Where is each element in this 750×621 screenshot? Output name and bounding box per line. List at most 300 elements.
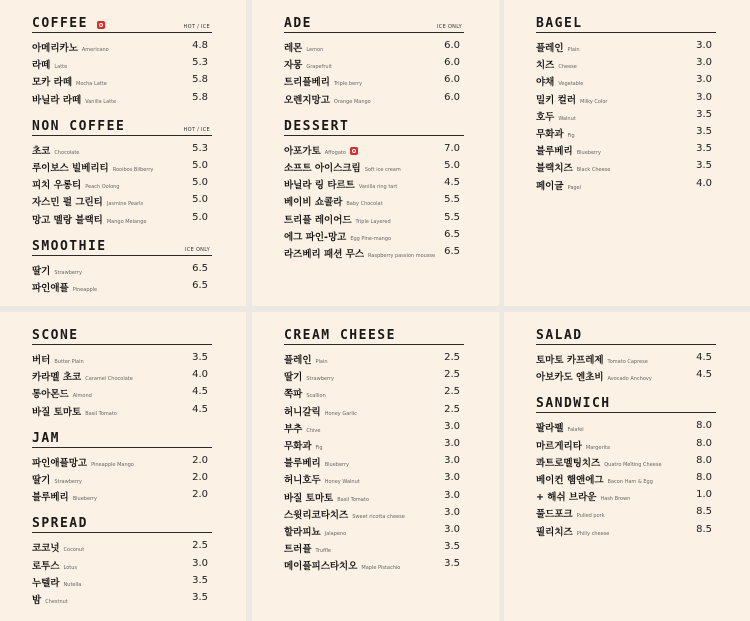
item-price: 2.0 — [192, 471, 208, 483]
item-name-en: Vegetable — [558, 81, 584, 88]
menu-panel — [504, 0, 750, 306]
item-name-ko: 로투스 — [32, 560, 60, 572]
menu-section-sandwich — [536, 394, 716, 537]
item-name-ko: 바닐라 링 타르트 — [284, 180, 355, 192]
item-price: 6.0 — [444, 57, 460, 69]
menu-item — [284, 383, 464, 400]
menu-item — [284, 209, 464, 226]
item-name-ko: 메이플피스타치오 — [284, 561, 358, 573]
item-price: 3.0 — [444, 506, 460, 518]
menu-item — [32, 452, 212, 469]
menu-item — [284, 401, 464, 418]
item-name-ko: 베이비 쇼콜라 — [284, 197, 343, 209]
item-name-ko: 레몬 — [284, 43, 303, 54]
menu-item — [284, 54, 464, 71]
item-price: 6.0 — [444, 91, 460, 103]
section-title: NON COFFEE — [32, 118, 126, 134]
item-price: 4.5 — [696, 369, 712, 381]
section-title: CREAM CHEESE — [284, 328, 396, 343]
item-name-en: Scallion — [306, 393, 326, 400]
item-name-en: Chocolate — [54, 149, 80, 156]
section-title: ADE — [284, 16, 312, 31]
item-name-en: Truffle — [315, 548, 331, 555]
menu-item — [536, 452, 716, 469]
item-name-ko: 소프트 아이스크림 — [284, 162, 361, 174]
item-name-ko: 딸기 — [32, 474, 51, 486]
item-name-ko: 치즈 — [536, 60, 555, 72]
item-price: 8.5 — [696, 506, 712, 518]
section-tag: HOT / ICE — [183, 24, 210, 30]
item-name-en: Fig — [315, 444, 323, 451]
item-price: 7.0 — [444, 142, 460, 154]
item-name-ko: + 해쉬 브라운 — [536, 492, 597, 504]
item-price: 3.5 — [696, 125, 712, 137]
menu-item — [284, 487, 464, 504]
section-header — [536, 394, 716, 413]
item-name-en: Latte — [54, 64, 68, 71]
item-name-ko: 호두 — [536, 111, 555, 123]
item-name-ko: 바질 토마토 — [284, 492, 334, 504]
menu-section-scone — [32, 326, 212, 418]
menu-item — [284, 555, 464, 572]
item-name-en: Tomato Caprese — [607, 359, 648, 365]
item-price: 3.5 — [444, 558, 460, 570]
item-name-en: Fig — [567, 132, 575, 139]
item-price: 2.5 — [444, 403, 460, 415]
menu-item — [32, 555, 212, 572]
item-name-en: Pineapple Mango — [91, 461, 134, 468]
item-name-ko: 필리치즈 — [536, 526, 573, 538]
item-name-ko: 트리플베리 — [284, 77, 330, 89]
menu-item — [536, 37, 716, 54]
item-name-ko: 할라피뇨 — [284, 526, 321, 538]
item-name-ko: 통아몬드 — [32, 389, 69, 401]
item-name-ko: 야채 — [536, 77, 555, 89]
item-name-en: Quatro Melting Cheese — [604, 461, 662, 468]
item-price: 8.0 — [696, 471, 712, 483]
section-tag: ICE ONLY — [185, 246, 210, 253]
item-name-ko: 카라멜 초코 — [32, 372, 82, 384]
item-name-ko: 라즈베리 패션 무스 — [284, 248, 365, 260]
section-header — [284, 14, 464, 33]
item-price: 5.5 — [444, 211, 460, 223]
item-name-en: Jalapeno — [324, 530, 347, 537]
menu-item — [32, 383, 212, 400]
item-price: 3.0 — [444, 420, 460, 432]
section-header — [536, 14, 716, 33]
section-header — [536, 326, 716, 345]
menu-section-ade — [284, 14, 464, 106]
menu-item — [536, 435, 716, 452]
menu-item — [32, 191, 212, 208]
item-name-en: Mango Melange — [106, 218, 147, 225]
item-name-ko: 아메리카노 — [32, 43, 78, 54]
section-header — [32, 514, 212, 533]
item-price: 4.0 — [192, 369, 208, 381]
menu-item — [536, 123, 716, 140]
menu-item — [32, 37, 212, 54]
item-name-ko: 바질 토마토 — [32, 406, 82, 418]
menu-section-cream-cheese — [284, 326, 464, 572]
menu-item — [284, 538, 464, 555]
item-name-en: Orange Mango — [333, 98, 371, 105]
item-name-ko: 밀키 컬러 — [536, 94, 577, 106]
menu-item — [32, 174, 212, 191]
item-price: 4.5 — [192, 403, 208, 415]
item-name-en: Margerita — [585, 444, 610, 451]
menu-item — [284, 435, 464, 452]
item-name-ko: 밤 — [32, 594, 42, 606]
item-name-ko: 부추 — [284, 423, 303, 435]
item-name-en: Philly cheese — [576, 530, 610, 537]
item-price: 3.5 — [192, 574, 208, 586]
illy-logo-icon — [350, 147, 358, 155]
menu-item — [32, 89, 212, 106]
menu-section-coffee — [32, 14, 212, 106]
menu-item — [536, 503, 716, 520]
item-price: 6.5 — [444, 228, 460, 240]
item-name-en: Mocha Latte — [76, 81, 107, 88]
section-header — [32, 429, 212, 448]
section-title: BAGEL — [536, 16, 583, 31]
menu-item — [32, 140, 212, 157]
section-title: JAM — [32, 430, 60, 446]
item-name-en: Pagel — [567, 184, 582, 191]
item-name-en: Blueberry — [324, 462, 350, 469]
item-name-en: Bacon Ham & Egg — [607, 478, 653, 485]
item-name-en: Butter Plain — [54, 359, 84, 365]
item-price: 6.5 — [192, 279, 208, 291]
item-price: 6.5 — [444, 245, 460, 257]
item-name-ko: 버터 — [32, 355, 51, 366]
menu-item — [284, 521, 464, 538]
item-price: 5.0 — [192, 194, 208, 206]
item-name-ko: 자몽 — [284, 60, 303, 72]
item-name-ko: 플레인 — [284, 355, 312, 366]
menu-item — [284, 366, 464, 383]
menu-item — [536, 521, 716, 538]
item-price: 3.0 — [696, 74, 712, 86]
item-price: 3.0 — [696, 57, 712, 69]
item-name-ko: 블루베리 — [284, 458, 321, 470]
item-name-en: Hash Brown — [600, 496, 631, 503]
item-name-en: Lotus — [63, 564, 78, 571]
item-price: 8.0 — [696, 437, 712, 449]
item-name-en: Rooibos Bilberry — [112, 166, 154, 173]
item-name-ko: 무화과 — [536, 128, 564, 140]
menu-item — [284, 504, 464, 521]
section-header — [32, 14, 212, 33]
item-name-ko: 허니호두 — [284, 475, 321, 487]
item-price: 2.5 — [444, 369, 460, 381]
menu-section-smoothie — [32, 237, 212, 294]
section-header — [32, 117, 212, 136]
item-name-ko: 플레인 — [536, 43, 564, 54]
item-price: 4.5 — [192, 386, 208, 398]
menu-item — [284, 349, 464, 366]
item-name-en: Black Cheese — [576, 167, 611, 174]
item-price: 3.5 — [696, 143, 712, 155]
item-price: 5.0 — [192, 211, 208, 223]
item-price: 4.8 — [192, 40, 208, 51]
item-name-en: Strawberry — [54, 269, 82, 276]
item-name-ko: 파인애플 — [32, 282, 69, 294]
item-price: 4.5 — [444, 177, 460, 189]
menu-item — [32, 209, 212, 226]
item-price: 3.0 — [192, 557, 208, 569]
menu-item — [284, 157, 464, 174]
section-title: SPREAD — [32, 516, 88, 532]
item-price: 3.0 — [444, 437, 460, 449]
item-price: 5.0 — [192, 177, 208, 189]
item-price: 4.5 — [696, 352, 712, 363]
item-name-ko: 딸기 — [284, 372, 303, 384]
menu-item — [32, 260, 212, 277]
section-tag: HOT / ICE — [183, 126, 210, 133]
item-name-en: Almond — [72, 393, 92, 400]
item-name-ko: 바닐라 라떼 — [32, 94, 82, 106]
menu-item — [32, 366, 212, 383]
item-name-en: Basil Tomato — [85, 410, 117, 417]
menu-item — [32, 157, 212, 174]
section-title: SALAD — [536, 328, 583, 343]
item-name-ko: 블랙치즈 — [536, 163, 573, 175]
menu-item — [284, 226, 464, 243]
menu-item — [536, 106, 716, 123]
item-name-ko: 베이컨 햄앤에그 — [536, 474, 604, 486]
item-name-en: Blueberry — [576, 150, 602, 157]
item-price: 3.0 — [444, 523, 460, 535]
item-name-en: Chestnut — [45, 598, 68, 605]
item-price: 6.0 — [444, 40, 460, 51]
menu-section-jam — [32, 429, 212, 504]
item-name-ko: 코코넛 — [32, 543, 60, 555]
menu-section-bagel — [536, 14, 716, 192]
item-name-ko: 파인애플망고 — [32, 457, 88, 469]
section-tag: ICE ONLY — [437, 24, 462, 30]
section-header — [32, 326, 212, 345]
item-name-ko: 블루베리 — [536, 146, 573, 158]
item-price: 3.0 — [696, 40, 712, 51]
item-name-en: Milky Color — [580, 98, 608, 105]
item-name-ko: 라떼 — [32, 60, 51, 72]
section-title: SCONE — [32, 328, 79, 343]
item-price: 6.5 — [192, 262, 208, 274]
item-price: 3.0 — [444, 472, 460, 484]
menu-item — [32, 401, 212, 418]
item-name-en: Coconut — [63, 547, 85, 554]
item-name-ko: 자스민 펄 그린티 — [32, 197, 103, 209]
item-price: 5.5 — [444, 194, 460, 206]
item-price: 4.0 — [696, 177, 712, 189]
item-price: 8.0 — [696, 454, 712, 466]
item-price: 3.0 — [444, 455, 460, 467]
menu-item — [536, 175, 716, 192]
item-name-en: Plain — [567, 47, 580, 53]
menu-item — [536, 417, 716, 434]
menu-panel — [252, 0, 499, 306]
item-name-ko: 망고 멜랑 블랙티 — [32, 214, 103, 226]
item-name-ko: 블루베리 — [32, 492, 69, 504]
item-name-en: Jasmine Pearls — [106, 201, 144, 208]
item-name-ko: 초코 — [32, 145, 51, 157]
item-name-en: Baby Chocolat — [346, 201, 383, 208]
item-name-ko: 페이글 — [536, 180, 564, 192]
item-name-en: Grapefruit — [306, 64, 332, 71]
item-price: 2.5 — [444, 386, 460, 398]
item-name-en: Blueberry — [72, 496, 98, 503]
item-name-en: Raspberry passion mousse — [368, 252, 436, 259]
menu-item — [284, 140, 464, 157]
item-name-en: Walnut — [558, 115, 576, 122]
item-name-ko: 모카 라떼 — [32, 77, 73, 89]
item-name-en: Egg Pine-mango — [350, 235, 392, 242]
section-title: SMOOTHIE — [32, 238, 107, 254]
item-price: 2.5 — [192, 540, 208, 552]
section-title: COFFEE — [32, 16, 88, 31]
item-name-en: Pineapple — [72, 286, 98, 293]
item-price: 6.0 — [444, 74, 460, 86]
menu-item — [32, 349, 212, 366]
item-name-en: Vanilla Latte — [85, 98, 117, 105]
item-name-en: Nutella — [63, 581, 82, 588]
item-name-ko: 루이보스 빌베리티 — [32, 162, 109, 174]
item-name-en: Pulled pork — [576, 513, 605, 520]
item-price: 5.3 — [192, 142, 208, 154]
menu-item — [284, 191, 464, 208]
item-price: 3.5 — [696, 160, 712, 172]
item-price: 5.8 — [192, 91, 208, 103]
item-name-ko: 콰트로멜팅치즈 — [536, 457, 601, 469]
menu-item — [536, 486, 716, 503]
menu-panel — [252, 312, 499, 621]
item-name-ko: 스윗리코타치즈 — [284, 509, 349, 521]
item-price: 3.5 — [696, 108, 712, 120]
item-price: 2.0 — [192, 454, 208, 466]
item-name-en: Avocado Anchovy — [607, 376, 652, 383]
section-header — [32, 237, 212, 256]
item-name-en: Triple Layered — [355, 218, 391, 225]
illy-logo-icon — [97, 21, 105, 29]
menu-item — [32, 486, 212, 503]
menu-item — [284, 418, 464, 435]
item-name-ko: 에그 파인-망고 — [284, 231, 347, 243]
item-name-en: Vanilla ring tart — [358, 184, 398, 191]
item-price: 3.0 — [696, 91, 712, 103]
menu-item — [284, 243, 464, 260]
item-name-en: Cheese — [558, 64, 577, 71]
item-name-en: Falafel — [567, 427, 584, 434]
item-price: 5.0 — [444, 159, 460, 171]
item-name-en: Lemon — [306, 47, 324, 53]
menu-item — [284, 37, 464, 54]
item-price: 3.5 — [444, 541, 460, 553]
item-price: 3.0 — [444, 489, 460, 501]
item-name-ko: 트리플 레이어드 — [284, 214, 352, 226]
item-name-en: Chive — [306, 427, 321, 434]
item-name-en: Strawberry — [54, 478, 82, 485]
item-price: 8.0 — [696, 420, 712, 432]
item-name-en: Plain — [315, 359, 328, 365]
item-name-ko: 피치 우롱티 — [32, 180, 82, 192]
item-price: 2.5 — [444, 352, 460, 363]
item-name-en: Honey Walnut — [324, 479, 360, 486]
item-name-en: Affogato — [324, 149, 346, 156]
menu-item — [284, 469, 464, 486]
section-header — [284, 326, 464, 345]
menu-section-non-coffee — [32, 117, 212, 226]
item-name-en: Honey Garlic — [324, 410, 357, 417]
item-name-ko: 풀드포크 — [536, 509, 573, 521]
item-name-ko: 쪽파 — [284, 389, 303, 401]
menu-item — [32, 537, 212, 554]
menu-section-dessert — [284, 117, 464, 260]
item-name-ko: 팔라펠 — [536, 423, 564, 435]
item-name-en: Sweet ricotta cheese — [352, 513, 405, 520]
menu-item — [32, 572, 212, 589]
menu-item — [284, 174, 464, 191]
item-name-ko: 누텔라 — [32, 577, 60, 589]
item-price: 3.5 — [192, 352, 208, 363]
menu-section-salad — [536, 326, 716, 383]
menu-panel — [0, 312, 246, 621]
item-name-ko: 토마토 카프레제 — [536, 355, 604, 366]
menu-item — [536, 366, 716, 383]
menu-item — [32, 469, 212, 486]
menu-panel — [504, 312, 750, 621]
item-price: 5.0 — [192, 159, 208, 171]
menu-item — [536, 71, 716, 88]
item-name-ko: 마르게리타 — [536, 440, 582, 452]
menu-item — [284, 71, 464, 88]
menu-panel — [0, 0, 246, 306]
menu-item — [284, 452, 464, 469]
item-name-ko: 아포가토 — [284, 145, 321, 157]
menu-item — [536, 89, 716, 106]
item-name-en: Strawberry — [306, 376, 334, 383]
menu-item — [536, 54, 716, 71]
section-title: SANDWICH — [536, 396, 611, 412]
item-name-ko: 트러플 — [284, 544, 312, 556]
item-price: 2.0 — [192, 489, 208, 501]
item-name-ko: 오렌지망고 — [284, 94, 330, 106]
section-title: DESSERT — [284, 118, 350, 134]
item-price: 1.0 — [696, 489, 712, 501]
item-price: 5.8 — [192, 74, 208, 86]
menu-item — [32, 589, 212, 606]
item-name-ko: 허니갈릭 — [284, 406, 321, 418]
item-name-en: Triple berry — [333, 81, 363, 88]
section-header — [284, 117, 464, 136]
item-name-ko: 딸기 — [32, 265, 51, 277]
item-name-ko: 무화과 — [284, 440, 312, 452]
item-name-en: Caramel Chocolate — [85, 376, 133, 383]
item-name-ko: 아보카도 엔초비 — [536, 372, 604, 384]
item-price: 8.5 — [696, 523, 712, 535]
menu-item — [32, 277, 212, 294]
menu-item — [32, 71, 212, 88]
menu-item — [536, 469, 716, 486]
item-name-en: Americano — [81, 47, 109, 53]
menu-item — [536, 140, 716, 157]
item-price: 3.5 — [192, 591, 208, 603]
item-name-en: Peach Oolong — [85, 184, 120, 191]
item-name-en: Basil Tomato — [337, 496, 369, 503]
menu-item — [284, 89, 464, 106]
menu-item — [32, 54, 212, 71]
menu-item — [536, 157, 716, 174]
menu-item — [536, 349, 716, 366]
